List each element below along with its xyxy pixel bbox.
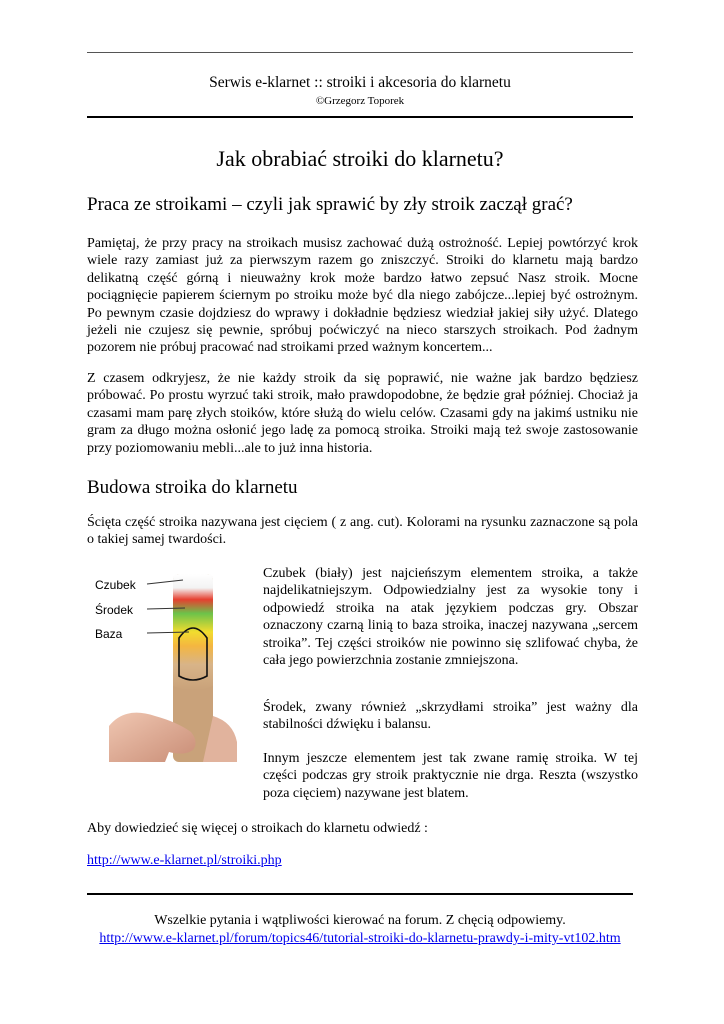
label-tip: Czubek xyxy=(95,578,136,592)
tip-description: Czubek (biały) jest najcieńszym elementem stroika, a także najdelikatniejszym. Odpowiedzialny jest za wysokie tony i odpowiedź stroika na atak językiem podczas gry. Obszar oznaczony czarną linią to baza stroika, inaczej nazywana „sercem stroika”. Tej części stroików nie powinno się szlifować chyba, że cała jego powierzchnia zostanie zmniejszona. xyxy=(263,566,638,669)
label-heel: Baza xyxy=(95,627,123,641)
section2-intro: Ścięta część stroika nazywana jest cięciem ( z ang. cut). Kolorami na rysunku zaznaczone są pola o takiej samej twardości. xyxy=(87,515,638,548)
reed-diagram-image xyxy=(95,566,245,762)
section1-paragraph-2: Z czasem odkryjesz, że nie każdy stroik da się poprawić, nie ważne jak bardzo będziesz próbować. Po prostu wyrzuć taki stroik, mało prawdopodobne, że będzie grał później. Chociaż ja czasami mam parę złych stoików, które służą do wielu celów. Czasami gdy na jakimś ustniku nie gram za długo można osłonić jego ladę za pomocą stroika. Stroiki mają też swoje zastosowanie przy poziomowaniu mebli...ale to już inna historia. xyxy=(87,371,638,456)
footer-link-wrapper xyxy=(87,931,633,947)
label-middle: Środek xyxy=(95,603,134,617)
middle-description: Środek, zwany również „skrzydłami stroika” jest ważny dla stabilności dźwięku i balansu. xyxy=(263,700,638,733)
header-divider xyxy=(87,116,633,118)
site-header-title: Serwis e-klarnet :: stroiki i akcesoria do klarnetu xyxy=(209,74,511,91)
copyright-line: ©Grzegorz Toporek xyxy=(315,95,405,107)
vamp-description: Innym jeszcze elementem jest tak zwane ramię stroika. W tej części podczas gry stroik praktycznie nie drga. Reszta (wszystko poza cięciem) nazywane jest blatem. xyxy=(263,751,638,801)
footer-divider xyxy=(87,893,633,895)
section1-heading: Praca ze stroikami – czyli jak sprawić by zły stroik zaczął grać? xyxy=(87,194,573,215)
section2-heading: Budowa stroika do klarnetu xyxy=(87,477,298,498)
reeds-page-link[interactable]: http://www.e-klarnet.pl/stroiki.php xyxy=(87,853,282,868)
top-divider xyxy=(87,52,633,53)
forum-link[interactable]: http://www.e-klarnet.pl/forum/topics46/tutorial-stroiki-do-klarnetu-prawdy-i-mity-vt102.htm xyxy=(99,931,621,946)
more-info-link-wrapper xyxy=(87,852,638,869)
reed-figure xyxy=(95,566,245,762)
more-info-text: Aby dowiedzieć się więcej o stroikach do klarnetu odwiedź : xyxy=(87,821,428,836)
footer-text: Wszelkie pytania i wątpliwości kierować na forum. Z chęcią odpowiemy. xyxy=(154,913,566,928)
section1-paragraph-1: Pamiętaj, że przy pracy na stroikach musisz zachować dużą ostrożność. Lepiej powtórzyć krok wiele razy zamiast już za pierwszym razem go zniszczyć. Stroiki do klarnetu mają bardzo delikatną część górną i nieuważny krok może bardzo łatwo zepsuć Nasz stroik. Mocne pociągnięcie papierem ściernym po stroiku może być dla niego zabójcze...lepiej być ostrożnym. Po pewnym czasie dojdziesz do wprawy i dokładnie będziesz wiedział jakiej siły użyć. Dlatego jeżeli nie czujesz się pewnie, spróbuj poćwiczyć na nieco starszych stroikach. Pod żadnym pozorem nie próbuj pracować nad stroikami przed ważnym koncertem... xyxy=(87,236,638,356)
document-title: Jak obrabiać stroiki do klarnetu? xyxy=(216,146,504,171)
